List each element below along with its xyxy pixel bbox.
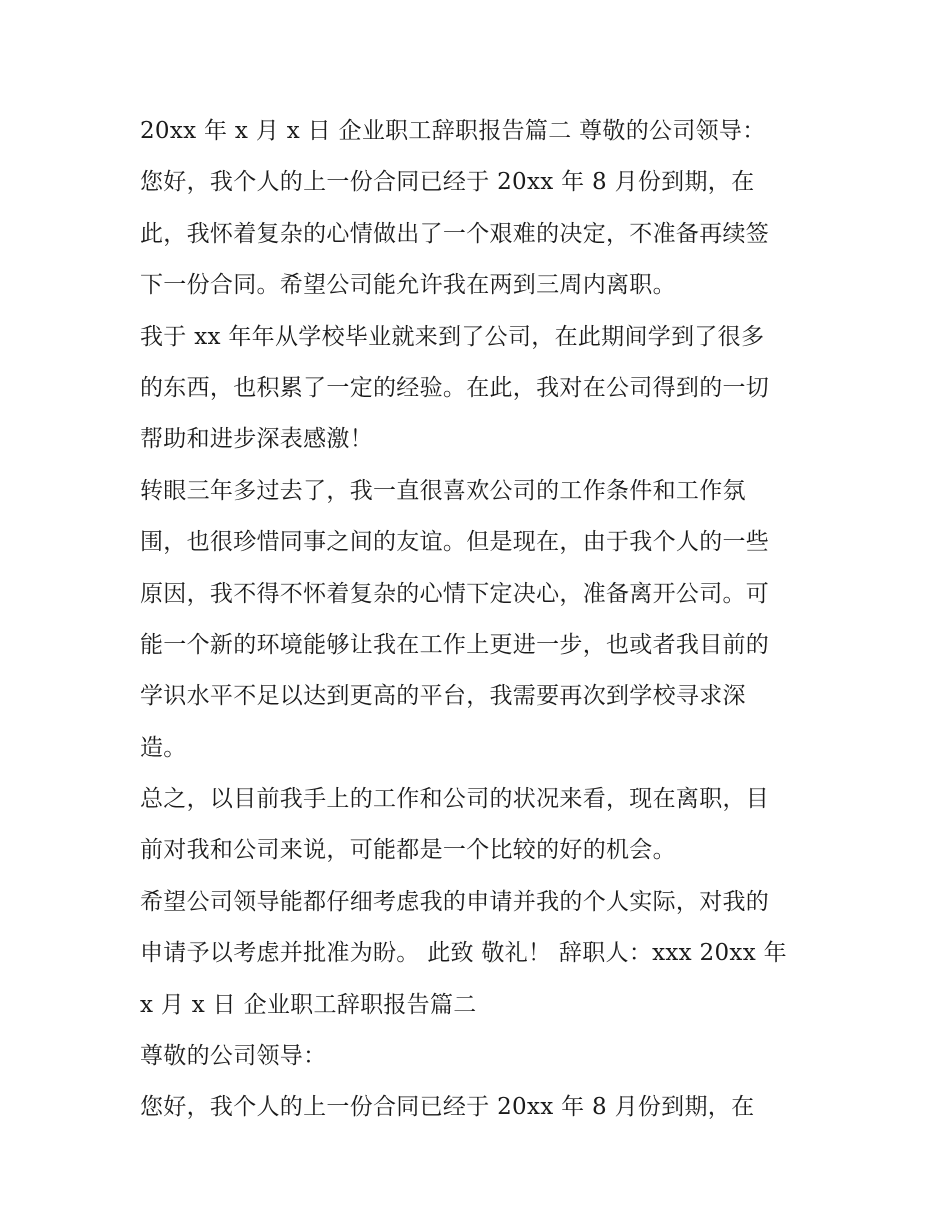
- text-line: 围，也很珍惜同事之间的友谊。但是现在，由于我个人的一些: [140, 529, 770, 556]
- text-line: 尊敬的公司领导：: [140, 1043, 327, 1070]
- text-line: 原因，我不得不怀着复杂的心情下定决心，准备离开公司。可: [140, 580, 770, 607]
- text-line: 我于 xx 年年从学校毕业就来到了公司，在此期间学到了很多: [140, 323, 765, 350]
- text-line: 申请予以考虑并批准为盼。 此致 敬礼！ 辞职人：xxx 20xx 年: [140, 940, 787, 967]
- text-line: 20xx 年 x 月 x 日 企业职工辞职报告篇二 尊敬的公司领导：: [140, 118, 766, 144]
- text-line: 转眼三年多过去了，我一直很喜欢公司的工作条件和工作氛: [140, 477, 746, 504]
- text-line: 下一份合同。希望公司能允许我在两到三周内离职。: [140, 272, 676, 299]
- text-line: 您好，我个人的上一份合同已经于 20xx 年 8 月份到期，在: [140, 1094, 755, 1121]
- text-line: 学识水平不足以达到更高的平台，我需要再次到学校寻求深: [140, 683, 746, 710]
- text-line: 帮助和进步深表感激！: [140, 426, 373, 453]
- document-body: [140, 106, 820, 1134]
- text-line: 希望公司领导能都仔细考虑我的申请并我的个人实际，对我的: [140, 888, 770, 915]
- text-line: 造。: [140, 734, 187, 761]
- text-line: x 月 x 日 企业职工辞职报告篇二: [140, 991, 477, 1018]
- text-line: 总之，以目前我手上的工作和公司的状况来看，现在离职，目: [140, 786, 770, 813]
- text-line: 的东西，也积累了一定的经验。在此，我对在公司得到的一切: [140, 374, 770, 401]
- text-line: 您好，我个人的上一份合同已经于 20xx 年 8 月份到期，在: [140, 169, 755, 196]
- text-line: 前对我和公司来说，可能都是一个比较的好的机会。: [140, 837, 676, 864]
- text-line: 此，我怀着复杂的心情做出了一个艰难的决定，不准备再续签: [140, 220, 770, 247]
- text-line: 能一个新的环境能够让我在工作上更进一步，也或者我目前的: [140, 631, 770, 658]
